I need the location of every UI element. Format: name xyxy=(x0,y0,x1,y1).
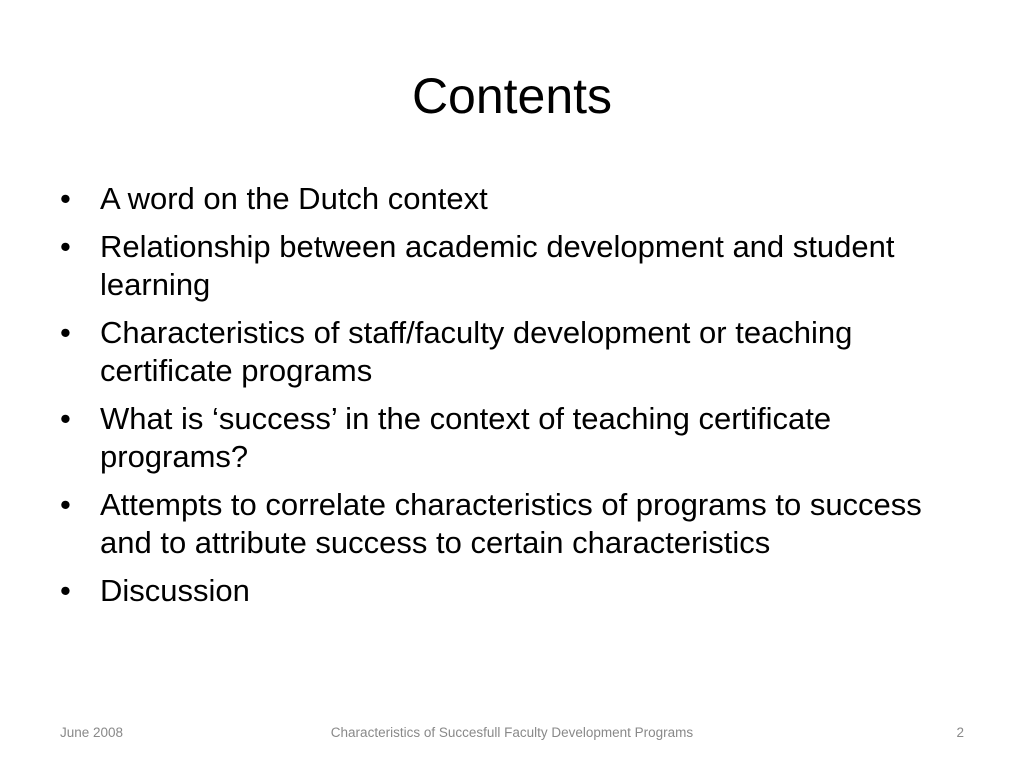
page-number: 2 xyxy=(956,725,964,740)
bullet-icon: • xyxy=(60,487,71,522)
bullet-icon: • xyxy=(60,573,71,608)
bullet-icon: • xyxy=(60,229,71,264)
bullet-list xyxy=(60,180,960,620)
bullet-text: Characteristics of staff/faculty development or teaching certificate programs xyxy=(100,315,853,388)
bullet-item xyxy=(60,228,960,304)
bullet-icon: • xyxy=(60,401,71,436)
bullet-item xyxy=(60,486,960,562)
bullet-text: Attempts to correlate characteristics of programs to success and to attribute success to certain characteristics xyxy=(100,487,922,560)
bullet-text: Relationship between academic development and student learning xyxy=(100,229,895,302)
bullet-text: A word on the Dutch context xyxy=(100,181,488,216)
footer-title: Characteristics of Succesfull Faculty Development Programs xyxy=(330,725,694,740)
bullet-item xyxy=(60,400,960,476)
bullet-text: What is ‘success’ in the context of teaching certificate programs? xyxy=(100,401,832,474)
bullet-item xyxy=(60,572,960,610)
bullet-icon: • xyxy=(60,181,71,216)
bullet-item xyxy=(60,314,960,390)
footer-date: June 2008 xyxy=(60,725,124,740)
bullet-item xyxy=(60,180,960,218)
slide-title: Contents xyxy=(411,68,613,124)
slide-footer xyxy=(0,723,1024,743)
bullet-icon: • xyxy=(60,315,71,350)
bullet-text: Discussion xyxy=(100,573,250,608)
